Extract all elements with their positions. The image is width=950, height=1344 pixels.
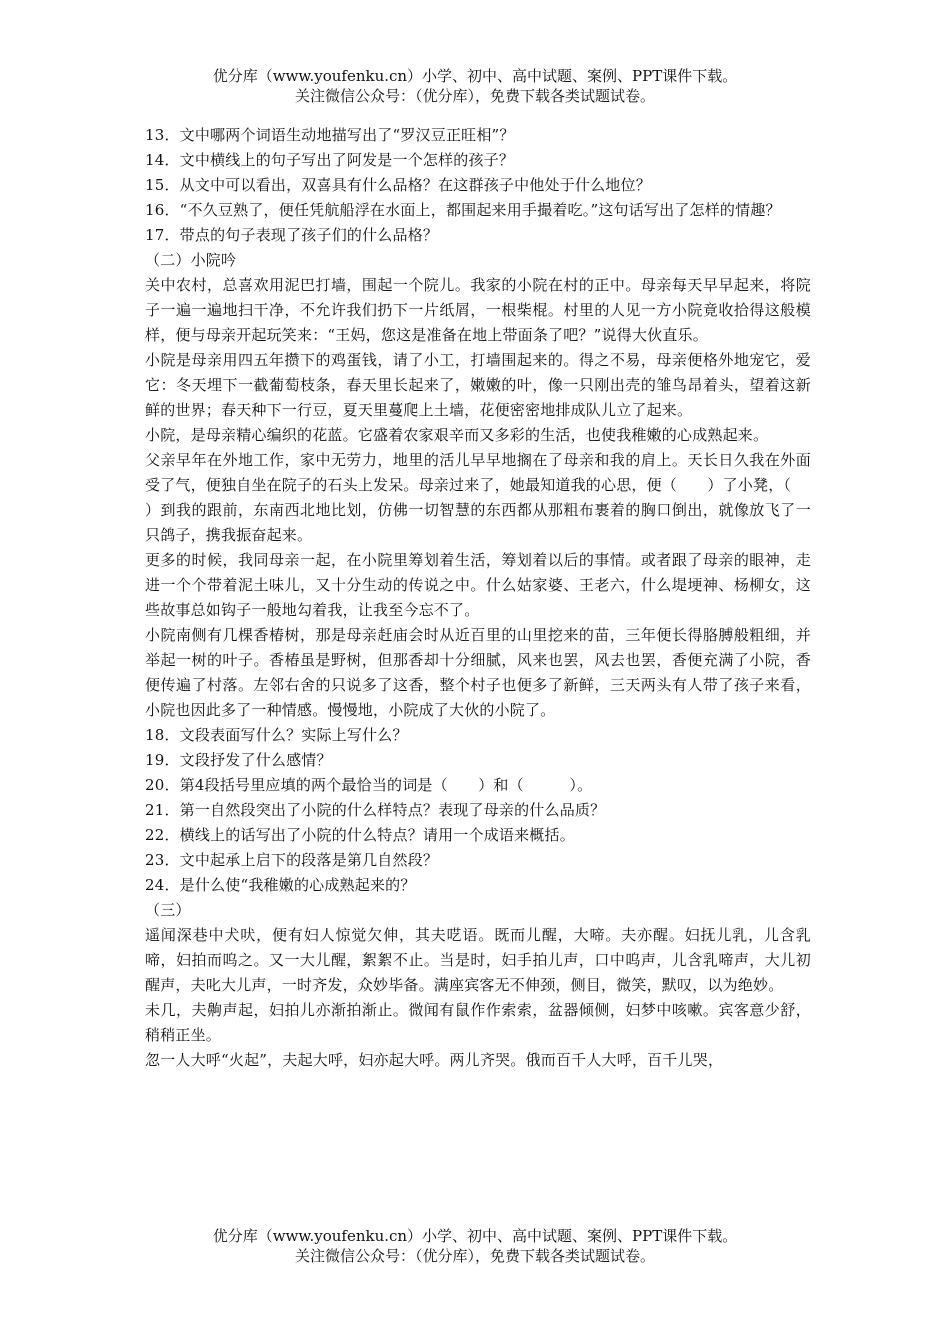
- passage-paragraph: 遥闻深巷中犬吠，便有妇人惊觉欠伸，其夫呓语。既而儿醒，大啼。夫亦醒。妇抚儿乳，儿含乳啼，妇拍而呜之。又一大儿醒，絮絮不止。当是时，妇手拍儿声，口中呜声，儿含乳啼声，大儿初醒声，夫叱大儿声，一时齐发，众妙毕备。满座宾客无不伸颈，侧目，微笑，默叹，以为绝妙。: [145, 926, 811, 994]
- passage-paragraph: 忽一人大呼“火起”，夫起大呼，妇亦起大呼。两儿齐哭。俄而百千人大呼，百千儿哭，: [145, 1051, 724, 1069]
- footer-line-2: 关注微信公众号：（优分库），免费下载各类试题试卷。: [294, 1247, 655, 1265]
- page-footer: [0, 1226, 950, 1266]
- header-line-1: 优分库（www.youfenku.cn）小学、初中、高中试题、案例、PPT课件下载。: [212, 67, 738, 85]
- section-heading-2: （二）小院吟: [145, 251, 237, 269]
- passage-paragraph: ）到我的跟前，东南西北地比划，仿佛一切智慧的东西都从那粗布裹着的胸口倒出，就像放飞了一只鸽子，携我振奋起来。: [145, 501, 811, 544]
- question-17: 17．带点的句子表现了孩子们的什么品格？: [145, 226, 439, 244]
- question-13: 13．文中哪两个词语生动地描写出了“罗汉豆正旺相”？: [145, 126, 515, 144]
- question-16: 16．“不久豆熟了，便任凭航船浮在水面上，都围起来用手撮着吃。”这句话写出了怎样的情趣？: [145, 201, 781, 219]
- question-18: 18．文段表面写什么？实际上写什么？: [145, 726, 408, 744]
- passage-paragraph: 小院，是母亲精心编织的花蓝。它盛着农家艰辛而又多彩的生活，也使我稚嫩的心成熟起来。: [145, 426, 769, 444]
- question-24: 24．是什么使“我稚嫩的心成熟起来的？: [145, 876, 416, 894]
- passage-paragraph: 未几，夫齁声起，妇拍儿亦渐拍渐止。微闻有鼠作作索索，盆器倾侧，妇梦中咳嗽。宾客意少舒，稍稍正坐。: [145, 1001, 811, 1044]
- question-15: 15．从文中可以看出，双喜具有什么品格？在这群孩子中他处于什么地位？: [145, 176, 651, 194]
- passage-paragraph: 父亲早年在外地工作，家中无劳力，地里的活儿早早地搁在了母亲和我的肩上。天长日久我在外面受了气，便独自坐在院子的石头上发呆。母亲过来了，她最知道我的心思，便（ ）了小凳，（: [145, 451, 811, 494]
- passage-paragraph: 小院是母亲用四五年攒下的鸡蛋钱，请了小工，打墙围起来的。得之不易，母亲便格外地宠它，爱它：冬天埋下一截葡萄枝条，春天里长起来了，嫩嫩的叶，像一只刚出壳的雏鸟昂着头，望着这新鲜的世界；春天种下一行豆，夏天里蔓爬上土墙，花便密密地排成队儿立了起来。: [145, 351, 811, 419]
- question-19: 19．文段抒发了什么感情？: [145, 751, 332, 769]
- question-23: 23．文中起承上启下的段落是第几自然段？: [145, 851, 439, 869]
- footer-line-1: 优分库（www.youfenku.cn）小学、初中、高中试题、案例、PPT课件下载。: [212, 1227, 738, 1245]
- question-14: 14．文中横线上的句子写出了阿发是一个怎样的孩子？: [145, 151, 515, 169]
- section-heading-3: （三）: [145, 901, 191, 919]
- header-line-2: 关注微信公众号：（优分库），免费下载各类试题试卷。: [294, 87, 655, 105]
- page-header: [0, 66, 950, 106]
- question-22: 22．横线上的话写出了小院的什么特点？请用一个成语来概括。: [145, 826, 575, 844]
- passage-paragraph: 小院南侧有几棵香椿树，那是母亲赶庙会时从近百里的山里挖来的苗，三年便长得胳膊般粗细，并举起一树的叶子。香椿虽是野树，但那香却十分细腻，风来也罢，风去也罢，香便充满了小院，香便传遍了村落。左邻右舍的只说多了这香，整个村子也便多了新鲜，三天两头有人带了孩子来看，小院也因此多了一种情感。慢慢地，小院成了大伙的小院了。: [145, 626, 811, 719]
- passage-paragraph: 更多的时候，我同母亲一起，在小院里筹划着生活，筹划着以后的事情。或者跟了母亲的眼神，走进一个个带着泥土味儿，又十分生动的传说之中。什么姑家婆、王老六，什么堤埂神、杨柳女，这些故事总如钩子一般地勾着我，让我至今忘不了。: [145, 551, 811, 619]
- question-20: 20．第4段括号里应填的两个最恰当的词是（ ）和（ ）。: [145, 776, 593, 794]
- passage-paragraph: 关中农村，总喜欢用泥巴打墙，围起一个院儿。我家的小院在村的正中。母亲每天早早起来，将院子一遍一遍地扫干净，不允许我们扔下一片纸屑，一根柴棍。村里的人见一方小院竟收拾得这般模样，便与母亲开起玩笑来：“王妈，您这是准备在地上带面条了吧？”说得大伙直乐。: [145, 276, 811, 344]
- question-21: 21．第一自然段突出了小院的什么样特点？表现了母亲的什么品质？: [145, 801, 606, 819]
- document-body: [145, 123, 811, 1073]
